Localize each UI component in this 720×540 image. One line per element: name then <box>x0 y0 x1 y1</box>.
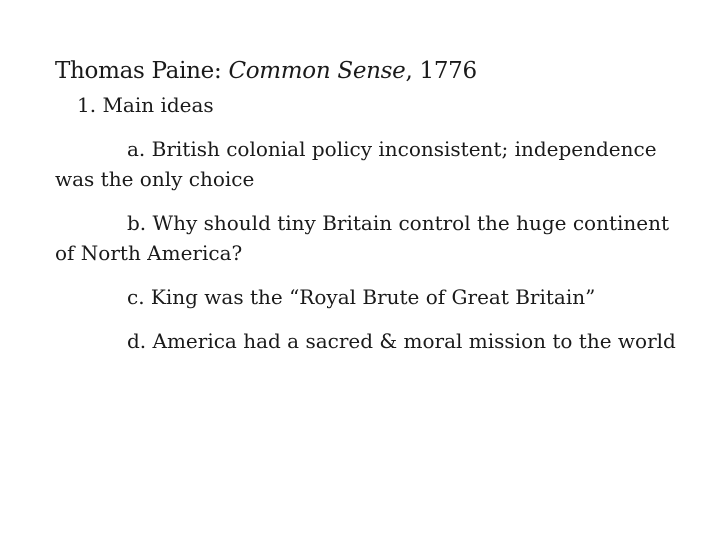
slide-title <box>55 56 477 86</box>
slide-body <box>55 90 685 356</box>
point-c: c. King was the “Royal Brute of Great Britain” <box>127 285 596 309</box>
main-ideas-heading: 1. Main ideas <box>77 93 214 117</box>
title-work: Common Sense <box>228 58 406 84</box>
point-a: a. British colonial policy inconsistent; independence was the only choice <box>55 137 657 191</box>
title-author: Thomas Paine: <box>55 58 229 84</box>
point-d: d. America had a sacred & moral mission to the world <box>127 329 676 353</box>
point-b: b. Why should tiny Britain control the huge continent of North America? <box>55 211 670 265</box>
title-year: , 1776 <box>405 58 477 84</box>
